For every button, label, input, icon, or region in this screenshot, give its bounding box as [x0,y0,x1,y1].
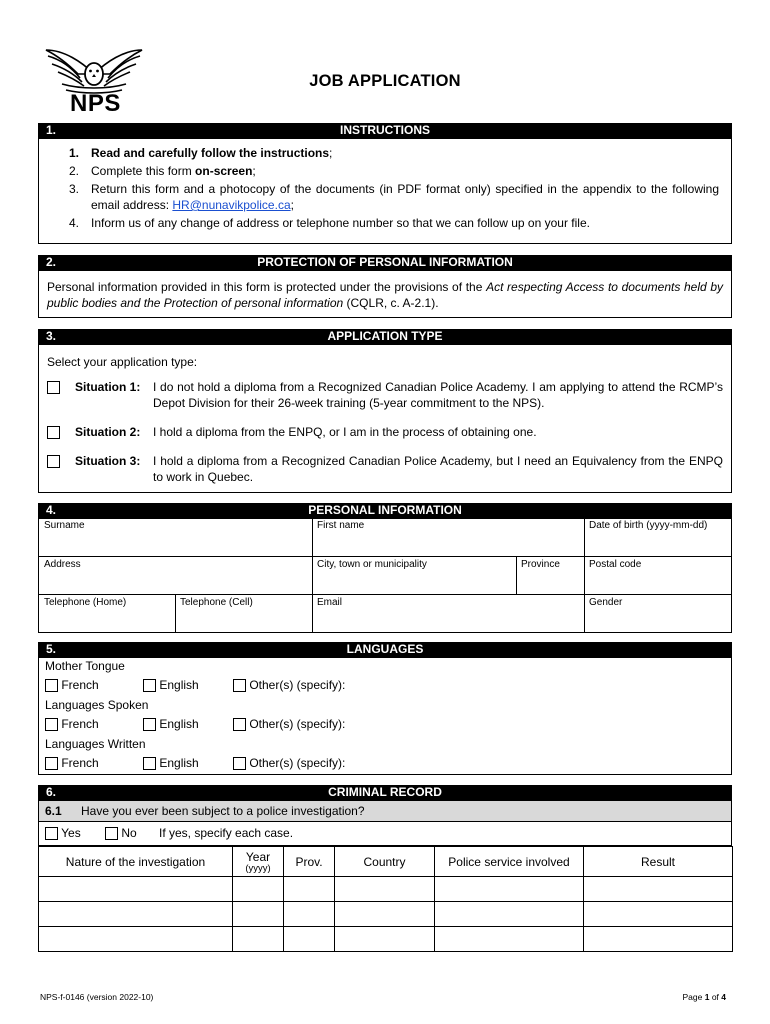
form-id: NPS-f-0146 (version 2022-10) [40,992,154,1002]
criminal-record-table [38,846,733,952]
languages-box [38,657,732,775]
list-item: 3. Return this form and a photocopy of the documents (in PDF format only) specified in the appendix to the following email address: HR@nunavikpolice.ca; [69,182,719,212]
situation-1-option[interactable]: Situation 1: I do not hold a diploma from a Recognized Canadian Police Academy. I am applying to attend the RCMP’s Depot Division for their 26-week training (5-year commitment to the NPS). [47,380,723,412]
table-row [39,902,733,927]
col-result: Result [584,847,733,877]
yes-no-row [38,821,732,846]
section-number: 4. [46,503,57,517]
situation-3-checkbox[interactable] [47,455,60,468]
email-field[interactable]: Email [317,597,343,608]
situation-2-checkbox[interactable] [47,426,60,439]
yes-option[interactable]: Yes [45,826,81,840]
section-number: 3. [46,329,57,343]
instructions-box [38,138,732,244]
no-option[interactable]: No [105,826,137,840]
section-title: PROTECTION OF PERSONAL INFORMATION [257,255,513,269]
application-type-box [38,344,732,493]
section-3-header [38,329,732,344]
gender-field[interactable]: Gender [589,597,623,608]
section-2-header [38,255,732,270]
languages-written-label: Languages Written [45,737,146,751]
written-other[interactable]: Other(s) (specify): [233,756,345,770]
question-number: 6.1 [45,804,62,818]
prompt-text: Select your application type: [47,355,198,369]
table-header-row [39,847,733,877]
question-text: Have you ever been subject to a police investigation? [81,804,365,818]
privacy-text: Personal information provided in this form is protected under the provisions of the Act respecting Access to documents held by public bodies and the Protection of personal information (CQLR, c. A-2.1). [47,280,723,310]
section-5-header [38,642,732,657]
logo-text: NPS [70,90,121,117]
if-yes-text: If yes, specify each case. [159,826,294,840]
page-title: JOB APPLICATION [309,72,461,90]
list-item: 2. Complete this form on-screen; [69,164,256,178]
page-number: Page 1 of 4 [682,992,726,1002]
col-nature: Nature of the investigation [39,847,233,877]
email-link[interactable]: HR@nunavikpolice.ca [172,198,291,212]
instructions-list [69,145,719,233]
question-6-1-bar [38,800,732,822]
col-police: Police service involved [435,847,584,877]
section-title: LANGUAGES [346,642,424,656]
spoken-french[interactable]: French [45,717,99,731]
mother-tongue-english[interactable]: English [143,678,199,692]
personal-info-grid [38,518,732,633]
first-name-field[interactable]: First name [317,520,365,531]
surname-field[interactable]: Surname [44,520,85,531]
section-1-header [38,123,732,138]
section-title: INSTRUCTIONS [340,123,430,137]
section-6-header [38,785,732,800]
col-year: Year (yyyy) [233,847,284,877]
spoken-english[interactable]: English [143,717,199,731]
address-field[interactable]: Address [44,559,81,570]
col-country: Country [335,847,435,877]
table-row [39,927,733,952]
section-title: PERSONAL INFORMATION [308,503,462,517]
situation-2-option[interactable]: Situation 2: I hold a diploma from the ENPQ, or I am in the process of obtaining one. [47,425,723,441]
mother-tongue-french[interactable]: French [45,678,99,692]
list-item: 4. Inform us of any change of address or telephone number so that we can follow up on your file. [69,216,590,230]
telephone-cell-field[interactable]: Telephone (Cell) [180,597,253,608]
postal-code-field[interactable]: Postal code [589,559,642,570]
section-title: CRIMINAL RECORD [328,785,442,799]
dob-field[interactable]: Date of birth (yyyy-mm-dd) [589,520,708,531]
section-number: 1. [46,123,57,137]
col-prov: Prov. [284,847,335,877]
grid-lines [38,518,732,633]
section-number: 6. [46,785,57,799]
section-number: 5. [46,642,57,656]
written-french[interactable]: French [45,756,99,770]
city-field[interactable]: City, town or municipality [317,559,427,570]
section-title: APPLICATION TYPE [327,329,443,343]
table-row [39,877,733,902]
privacy-box [38,270,732,318]
situation-1-checkbox[interactable] [47,381,60,394]
languages-spoken-label: Languages Spoken [45,698,149,712]
mother-tongue-other[interactable]: Other(s) (specify): [233,678,345,692]
section-number: 2. [46,255,57,269]
list-item: 1. Read and carefully follow the instructions; [69,146,333,160]
province-field[interactable]: Province [521,559,560,570]
mother-tongue-label: Mother Tongue [45,659,125,673]
section-4-header [38,503,732,518]
situation-3-option[interactable]: Situation 3: I hold a diploma from a Recognized Canadian Police Academy, but I need an Equivalency from the ENPQ to work in Quebec. [47,454,723,486]
spoken-other[interactable]: Other(s) (specify): [233,717,345,731]
telephone-home-field[interactable]: Telephone (Home) [44,597,127,608]
written-english[interactable]: English [143,756,199,770]
